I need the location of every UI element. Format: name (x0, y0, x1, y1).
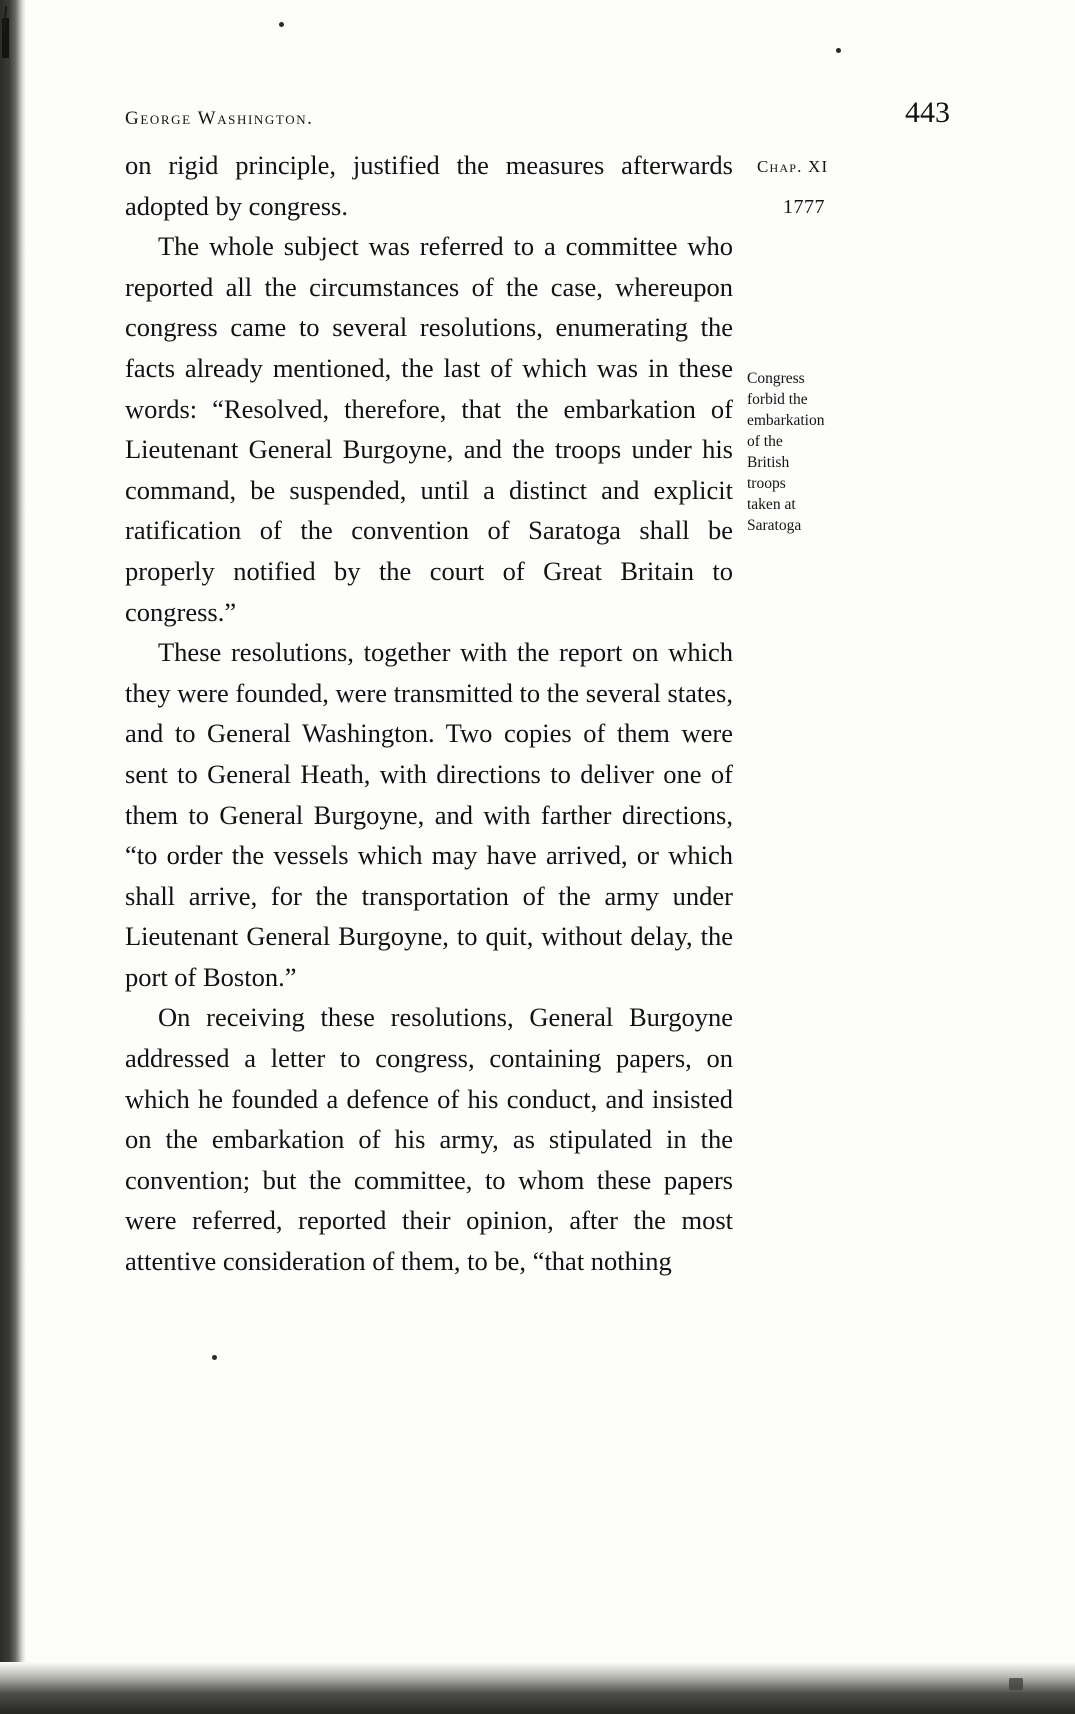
scan-dot-bottom (212, 1355, 217, 1360)
running-head: George Washington. (125, 108, 314, 129)
scan-dot-right (836, 48, 841, 53)
sidenote-line: troops (747, 475, 786, 492)
body-text-column (125, 145, 733, 1282)
scan-speck (1009, 1678, 1023, 1690)
sidenote-line: Congress (747, 370, 805, 387)
sidenote-line: taken at (747, 496, 796, 513)
paragraph: The whole subject was referred to a committee who reported all the circumstances of the case, whereupon congress came to several resolutions, enumerating the facts already mentioned, the last of which was in these words: “Resolved, therefore, that the embarkation of Lieutenant General Burgoyne, and the troops under his command, be suspended, until a distinct and explicit ratification of the convention of Saratoga shall be properly notified by the court of Great Britain to congress.” (125, 231, 733, 627)
margin-note-year: 1777 (783, 196, 825, 218)
paragraph: These resolutions, together with the report on which they were founded, were transmitted to the several states, and to General Washington. Two copies of them were sent to General Heath, with directions to deliver one of them to General Burgoyne, and with farther directions, “to order the vessels which may have arrived, or which shall arrive, for the transportation of the army under Lieutenant General Burgoyne, to quit, without delay, the port of Boston.” (125, 637, 733, 992)
margin-note-sidenote (747, 368, 897, 536)
sidenote-line: British (747, 454, 790, 471)
sidenote-line: Saratoga (747, 517, 802, 534)
paragraph: On receiving these resolutions, General Burgoyne addressed a letter to congress, containing papers, on which he founded a defence of his conduct, and insisted on the embarkation of his army, as stipulated in the convention; but the committee, to whom these papers were referred, reported their opinion, after the most attentive consideration of them, to be, “that nothing (125, 1002, 733, 1277)
sidenote-line: embarkation (747, 412, 825, 429)
page-number: 443 (905, 96, 950, 129)
page-bottom-shadow (0, 1662, 1075, 1714)
scan-dot-top (279, 22, 284, 27)
sidenote-line: forbid the (747, 391, 808, 408)
margin-note-chapter: Chap. XI (757, 157, 829, 176)
sidenote-line: of the (747, 433, 783, 450)
paragraph: on rigid principle, justified the measures afterwards adopted by congress. (125, 150, 733, 221)
book-binding-edge (0, 0, 26, 1714)
